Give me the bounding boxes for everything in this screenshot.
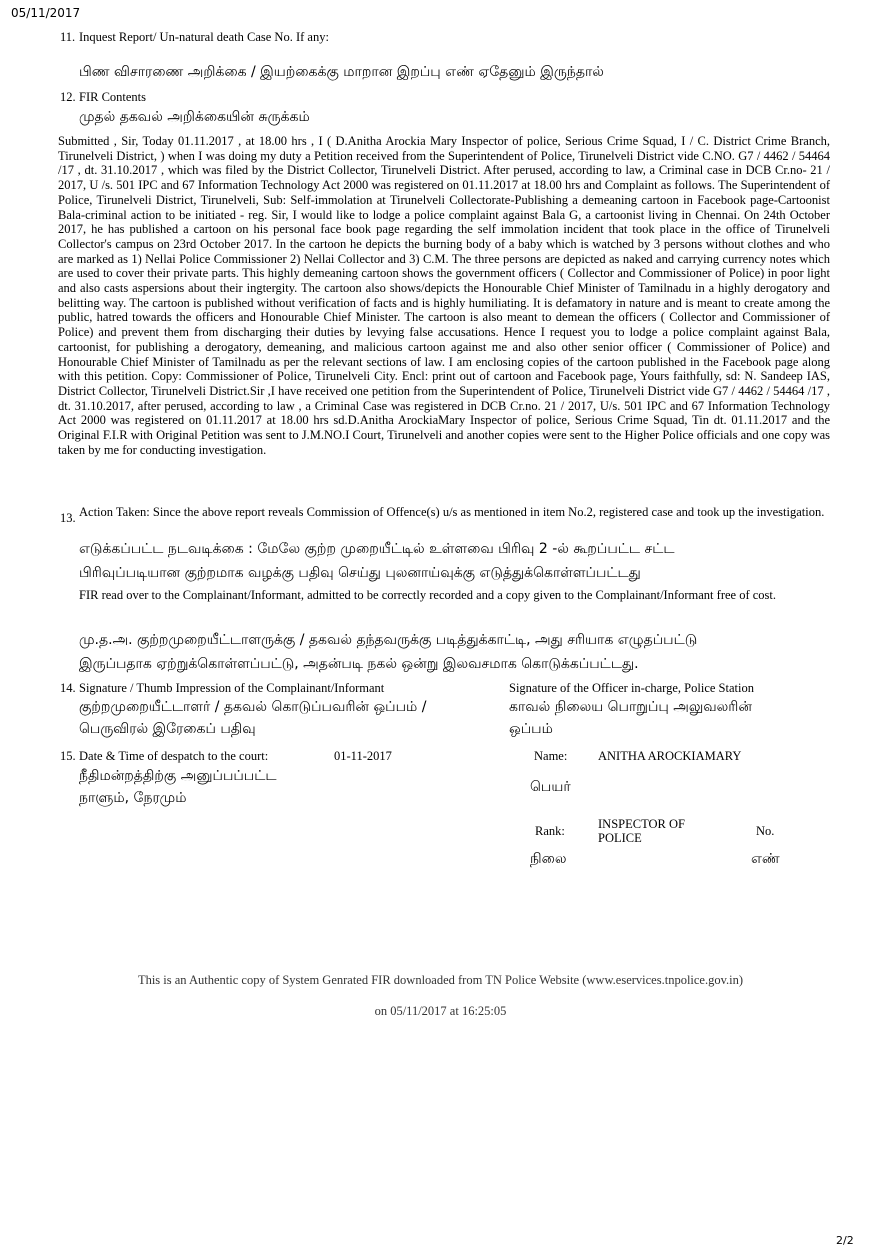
- officer-rank-label: Rank:: [535, 824, 565, 838]
- action-taken: Action Taken: Since the above report reveals Commission of Offence(s) u/s as mentioned in item No.2, registered case and took up the investigation.: [79, 505, 825, 519]
- action-taken-tamil-2: பிரிவுப்படியான குற்றமாக வழக்கு பதிவு செய்து புலனாய்வுக்கு எடுத்துக்கொள்ளப்பட்டது: [79, 565, 641, 581]
- item-15-number: 15.: [60, 749, 76, 763]
- page-number: 2/2: [836, 1234, 854, 1247]
- fir-readover: FIR read over to the Complainant/Informant, admitted to be correctly recorded and a copy given to the Complainant/Informant free of cost.: [79, 588, 776, 602]
- officer-name-value: ANITHA AROCKIAMARY: [598, 749, 742, 763]
- item-12-label: FIR Contents: [79, 90, 147, 104]
- header-date: 05/11/2017: [11, 6, 81, 20]
- item-11-number: 11.: [60, 30, 76, 44]
- fir-readover-tamil-1: மு.த.அ. குற்றமுறையீட்டாளருக்கு / தகவல் தந்தவருக்கு படித்துக்காட்டி, அது சரியாக எழுதப்பட்டு: [79, 632, 698, 648]
- despatch-label: Date & Time of despatch to the court:: [79, 749, 269, 763]
- officer-name-label-tamil: பெயர்: [530, 779, 571, 795]
- officer-signature-tamil-2: ஒப்பம்: [509, 721, 553, 737]
- item-12-label-tamil: முதல் தகவல் அறிக்கையின் சுருக்கம்: [79, 109, 310, 125]
- item-14-number: 14.: [60, 681, 76, 695]
- officer-name-label: Name:: [534, 749, 568, 763]
- complainant-signature-tamil-1: குற்றமுறையீட்டாளர் / தகவல் கொடுப்பவரின் ஒப்பம் /: [79, 699, 427, 715]
- despatch-label-tamil-2: நாளும், நேரமும்: [79, 790, 187, 806]
- fir-contents: Submitted , Sir, Today 01.11.2017 , at 18.00 hrs , I ( D.Anitha Arockia Mary Inspector of police, Serious Crime Squad, I / C. District Crime Branch, Tirunelveli District, ) when I was doing my duty a Petition received from the Superintendent of Police, Tirunelveli District vide C.NO. G7 / 4462 / 54464 /17 , dt. 31.10.2017 , which was filed by the District Collector, Tirunelveli District. After perused, according to law, a Criminal case in DCB Cr.no- 21 / 2017, U /s. 501 IPC and 67 Information Technology Act 2000 was registered on 01.11.2017 at 18.00 hrs and Complaint as follows. The Superintendent of Police, Tirunelveli District, Tirunelveli, Sub: Self-immolation at Tirunelveli Collectorate-Publishing a demeaning cartoon in Facebook page-Cartoonist Bala-criminal action to be initiated - reg. Sir, I would like to lodge a police complaint against Bala G, a cartoonist living in Chennai. On 24th October 2017, he has published a cartoon on his personal face book page regarding the self immolation incident that took place in the office of Tirunelveli Collector's campus on 23rd October 2017. In the cartoon he depicts the burning body of a baby which is watched by 3 persons without clothes and who are marked as 1) Nellai Police Commissioner 2) Nellai Collector and 3) C.M. The three persons are depicted as naked and carrying currency notes which are used to cover their private parts. This highly demeaning cartoon shows the government officers ( Collector and Commissioner of Police) in poor light and also casts aspersions about their ingtergity. The cartoon also shows/depicts the Honourable Chief Minister of Tamilnadu in a highly derogatory and belitting way. The cartoon is published without verification of facts and is highly humiliating. It is defamatory in nature and is meant to create among the public, hatred towards the officers and Honourable Chief Minister. The cartoon is also meant to demean the officers ( Collector and Commissioner of Police) and prevent them from discharging their duties by levying false accusations. Hence I request you to lodge a police complaint against Bala, cartoonist, for publishing a derogatory, demeaning, and malicious cartoon against me and also other senior officer ( Commissioner of Police) and Honourable Chief Minister of Tamilnadu as per the relevant sections of law. I am enclosing copies of the cartoon published in the Facebook page along with this petition. Copy: Commissioner of Police, Tirunelveli City. Encl: print out of cartoon and Facebook page, Yours faithfully, sd: N. Sandeep IAS, District Collector, Tirunelveli District.Sir ,I have received one petition from the Superintendent of Police, Tirunelveli District vide G7 / 4462 / 54464 /17 , dt. 31.10.2017, after perused, according to law , a Criminal Case was registered in DCB Cr.no. 21 / 2017, U/s. 501 IPC and 67 Information Technology Act 2000 was registered on 01.11.2017 at 18.00 hrs sd.D.Anitha ArockiaMary Inspector of police, Serious Crime Squad, Tin dt. 01.11.2017 and the Original F.I.R with Original Petition was sent to J.M.NO.I Court, Tirunelveli and another copies were sent to the Higher Police officials and one copy was taken by me for conducting investigation.: [58, 134, 830, 457]
- complainant-signature-label: Signature / Thumb Impression of the Complainant/Informant: [79, 681, 385, 695]
- download-timestamp: on 05/11/2017 at 16:25:05: [374, 1004, 507, 1018]
- item-11-label-tamil: பிண விசாரணை அறிக்கை / இயற்கைக்கு மாறான இறப்பு எண் ஏதேனும் இருந்தால்: [79, 64, 604, 80]
- item-11-label: Inquest Report/ Un-natural death Case No. If any:: [79, 30, 329, 44]
- complainant-signature-tamil-2: பெருவிரல் இரேகைப் பதிவு: [79, 721, 256, 737]
- authenticity-note: This is an Authentic copy of System Genrated FIR downloaded from TN Police Website (www.eservices.tnpolice.gov.in): [137, 973, 744, 987]
- action-taken-tamil-1: எடுக்கப்பட்ட நடவடிக்கை : மேலே குற்ற முறையீட்டில் உள்ளவை பிரிவு 2 -ல் கூறப்பட்ட சட்ட: [79, 541, 675, 557]
- item-12-number: 12.: [60, 90, 76, 104]
- item-13-number: 13.: [60, 511, 76, 525]
- officer-signature-label: Signature of the Officer in-charge, Police Station: [509, 681, 754, 695]
- fir-readover-tamil-2: இருப்பதாக ஏற்றுக்கொள்ளப்பட்டு, அதன்படி நகல் ஒன்று இலவசமாக கொடுக்கப்பட்டது.: [79, 656, 639, 672]
- officer-rank-value-2: POLICE: [598, 831, 642, 845]
- officer-signature-tamil-1: காவல் நிலைய பொறுப்பு அலுவலரின்: [509, 699, 752, 715]
- officer-rank-label-tamil: நிலை: [530, 851, 567, 867]
- despatch-label-tamil-1: நீதிமன்றத்திற்கு அனுப்பப்பட்ட: [79, 768, 277, 784]
- officer-number-label-tamil: எண்: [751, 851, 780, 867]
- officer-rank-value-1: INSPECTOR OF: [598, 817, 685, 831]
- despatch-date: 01-11-2017: [334, 749, 392, 763]
- officer-number-label: No.: [756, 824, 775, 838]
